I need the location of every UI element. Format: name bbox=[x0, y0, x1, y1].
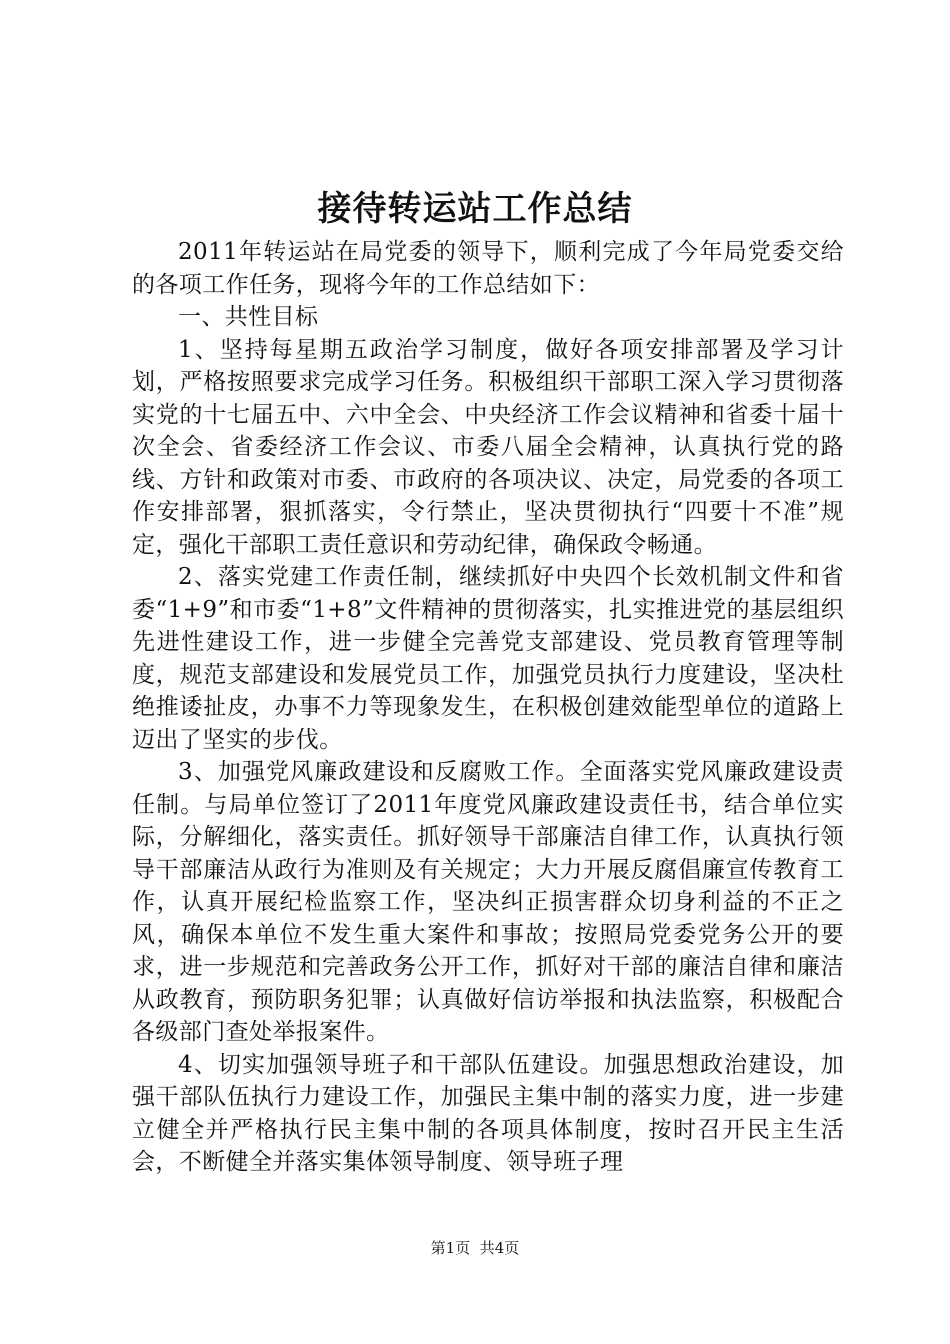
document-body bbox=[132, 236, 844, 1179]
paragraph-intro: 2011年转运站在局党委的领导下，顺利完成了今年局党委交给的各项工作任务，现将今年的工作总结如下： bbox=[132, 239, 844, 298]
paragraph-item-4: 4、切实加强领导班子和干部队伍建设。加强思想政治建设，加强干部队伍执行力建设工作，加强民主集中制的落实力度，进一步建立健全并严格执行民主集中制的各项具体制度，按时召开民主生活会，不断健全并落实集体领导制度、领导班子理 bbox=[132, 1051, 844, 1175]
page-number: 第1页 bbox=[430, 1239, 471, 1257]
page-total: 共4页 bbox=[479, 1239, 520, 1257]
paragraph-section-heading: 一、共性目标 bbox=[178, 304, 319, 330]
page-footer bbox=[0, 1238, 950, 1258]
paragraph-item-1: 1、坚持每星期五政治学习制度，做好各项安排部署及学习计划，严格按照要求完成学习任务。积极组织干部职工深入学习贯彻落实党的十七届五中、六中全会、中央经济工作会议精神和省委十届十次全会、省委经济工作会议、市委八届全会精神，认真执行党的路线、方针和政策对市委、市政府的各项决议、决定，局党委的各项工作安排部署，狠抓落实，令行禁止，坚决贯彻执行“四要十不准”规定，强化干部职工责任意识和劳动纪律，确保政令畅通。 bbox=[132, 336, 844, 558]
paragraph-item-3: 3、加强党风廉政建设和反腐败工作。全面落实党风廉政建设责任制。与局单位签订了2011年度党风廉政建设责任书，结合单位实际，分解细化，落实责任。抓好领导干部廉洁自律工作，认真执行领导干部廉洁从政行为准则及有关规定；大力开展反腐倡廉宣传教育工作，认真开展纪检监察工作，坚决纠正损害群众切身利益的不正之风，确保本单位不发生重大案件和事故；按照局党委党务公开的要求，进一步规范和完善政务公开工作，抓好对干部的廉洁自律和廉洁从政教育，预防职务犯罪；认真做好信访举报和执法监察，积极配合各级部门查处举报案件。 bbox=[132, 759, 844, 1045]
paragraph-item-2: 2、落实党建工作责任制，继续抓好中央四个长效机制文件和省委“1+9”和市委“1+8”文件精神的贯彻落实，扎实推进党的基层组织先进性建设工作，进一步健全完善党支部建设、党员教育管理等制度，规范支部建设和发展党员工作，加强党员执行力度建设，坚决杜绝推诿扯皮，办事不力等现象发生，在积极创建效能型单位的道路上迈出了坚实的步伐。 bbox=[132, 564, 844, 753]
document-title: 接待转运站工作总结 bbox=[317, 189, 633, 229]
